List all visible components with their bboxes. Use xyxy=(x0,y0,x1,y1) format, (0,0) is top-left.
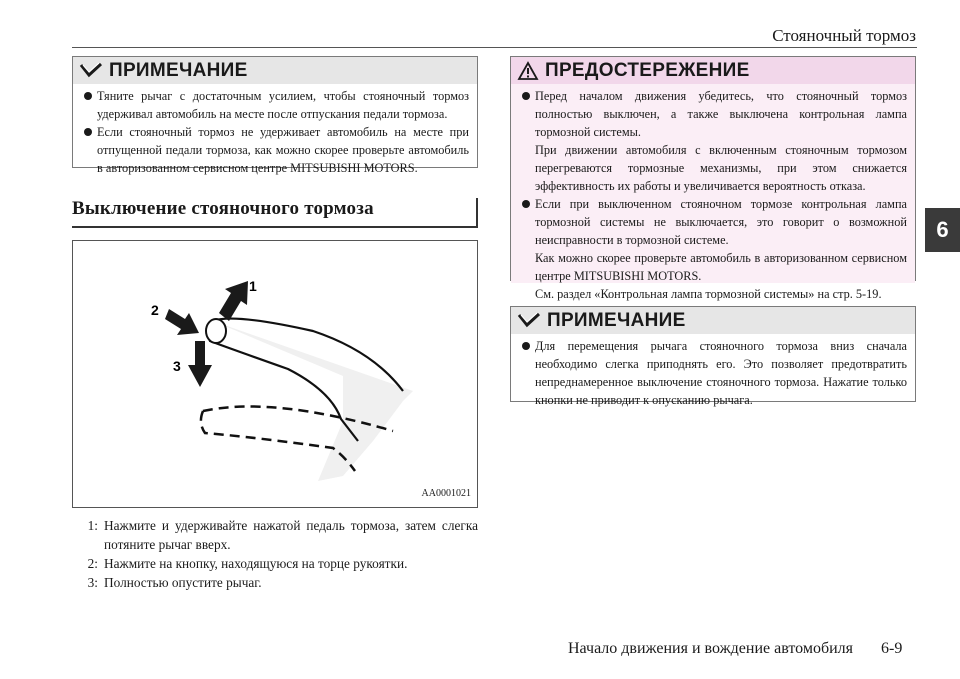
note-item-1: Для перемещения рычага стояночного тормоза вниз сначала необходимо слегка приподнять его. Это позволяет предотвратить непреднамеренное выключение стояночного тормоза. Нажатие только кнопки не приводит к опусканию рычага. xyxy=(519,337,907,409)
section-title: Выключение стояночного тормоза xyxy=(72,198,374,219)
step-number: 1: xyxy=(87,518,98,533)
steps-list xyxy=(72,516,478,592)
figure-label-1: 1 xyxy=(249,278,257,294)
caution-heading-text: ПРЕДОСТЕРЕЖЕНИЕ xyxy=(545,59,750,81)
note-pencil-icon xyxy=(79,62,103,80)
note-heading xyxy=(511,307,915,334)
note-heading-text: ПРИМЕЧАНИЕ xyxy=(547,309,686,331)
note-box-right xyxy=(510,306,916,407)
figure-label-2: 2 xyxy=(151,302,159,318)
step-number: 3: xyxy=(87,575,98,590)
caution-item-2: Если при выключенном стояночном тормозе контрольная лампа тормозной системы не выключается, это говорит о возможной неисправности в тормозной системе. xyxy=(519,195,907,249)
figure-label-3: 3 xyxy=(173,358,181,374)
note-body xyxy=(511,334,915,415)
note-heading-text: ПРИМЕЧАНИЕ xyxy=(109,59,248,81)
running-header: Стояночный тормоз xyxy=(772,26,916,45)
warning-triangle-icon xyxy=(517,61,539,81)
step-text: Полностью опустите рычаг. xyxy=(104,575,262,590)
page-footer xyxy=(568,640,902,658)
step-item xyxy=(72,573,478,592)
header-rule xyxy=(72,47,917,48)
caution-body xyxy=(511,84,915,301)
step-text: Нажмите на кнопку, находящуюся на торце рукоятки. xyxy=(104,556,408,571)
lever-illustration xyxy=(73,241,477,507)
parking-brake-figure xyxy=(72,240,478,508)
step-text: Нажмите и удерживайте нажатой педаль тормоза, затем слегка потяните рычаг вверх. xyxy=(104,518,478,552)
caution-item-1: Перед началом движения убедитесь, что стояночный тормоз полностью выключен, а также выключена контрольная лампа тормозной системы. xyxy=(519,87,907,141)
note-pencil-icon xyxy=(517,312,541,330)
section-rule-end xyxy=(476,198,478,228)
note-heading xyxy=(73,57,477,84)
caution-item-2-extra: Как можно скорее проверьте автомобиль в авторизованном сервисном центре MITSUBISHI MOTORS. xyxy=(535,251,907,283)
caution-heading xyxy=(511,57,915,84)
note-body xyxy=(73,84,477,183)
note-item-2: Если стояночный тормоз не удерживает автомобиль на месте при отпущенной педали тормоза, как можно скорее проверьте автомобиль в авторизованном сервисном центре MITSUBISHI MOTORS. xyxy=(81,123,469,177)
step-item xyxy=(72,554,478,573)
caution-box xyxy=(510,56,916,301)
section-rule xyxy=(72,226,478,228)
footer-section: Начало движения и вождение автомобиля xyxy=(568,640,854,657)
figure-code: AA0001021 xyxy=(421,488,471,499)
step-number: 2: xyxy=(87,556,98,571)
step-item xyxy=(72,516,478,554)
caution-item-1-extra: При движении автомобиля с включенным стояночным тормозом перегреваются тормозные механизмы, при этом снижается эффективность их работы и увеличивается вероятность отказа. xyxy=(535,143,907,193)
note-box-left xyxy=(72,56,478,175)
caution-item-2-ref: См. раздел «Контрольная лампа тормозной системы» на стр. 5-19. xyxy=(535,287,882,301)
note-item-1: Тяните рычаг с достаточным усилием, чтобы стояночный тормоз удерживал автомобиль на месте после отпускания педали тормоза. xyxy=(81,87,469,123)
page-number: 6-9 xyxy=(881,640,903,657)
chapter-tab: 6 xyxy=(925,208,960,252)
